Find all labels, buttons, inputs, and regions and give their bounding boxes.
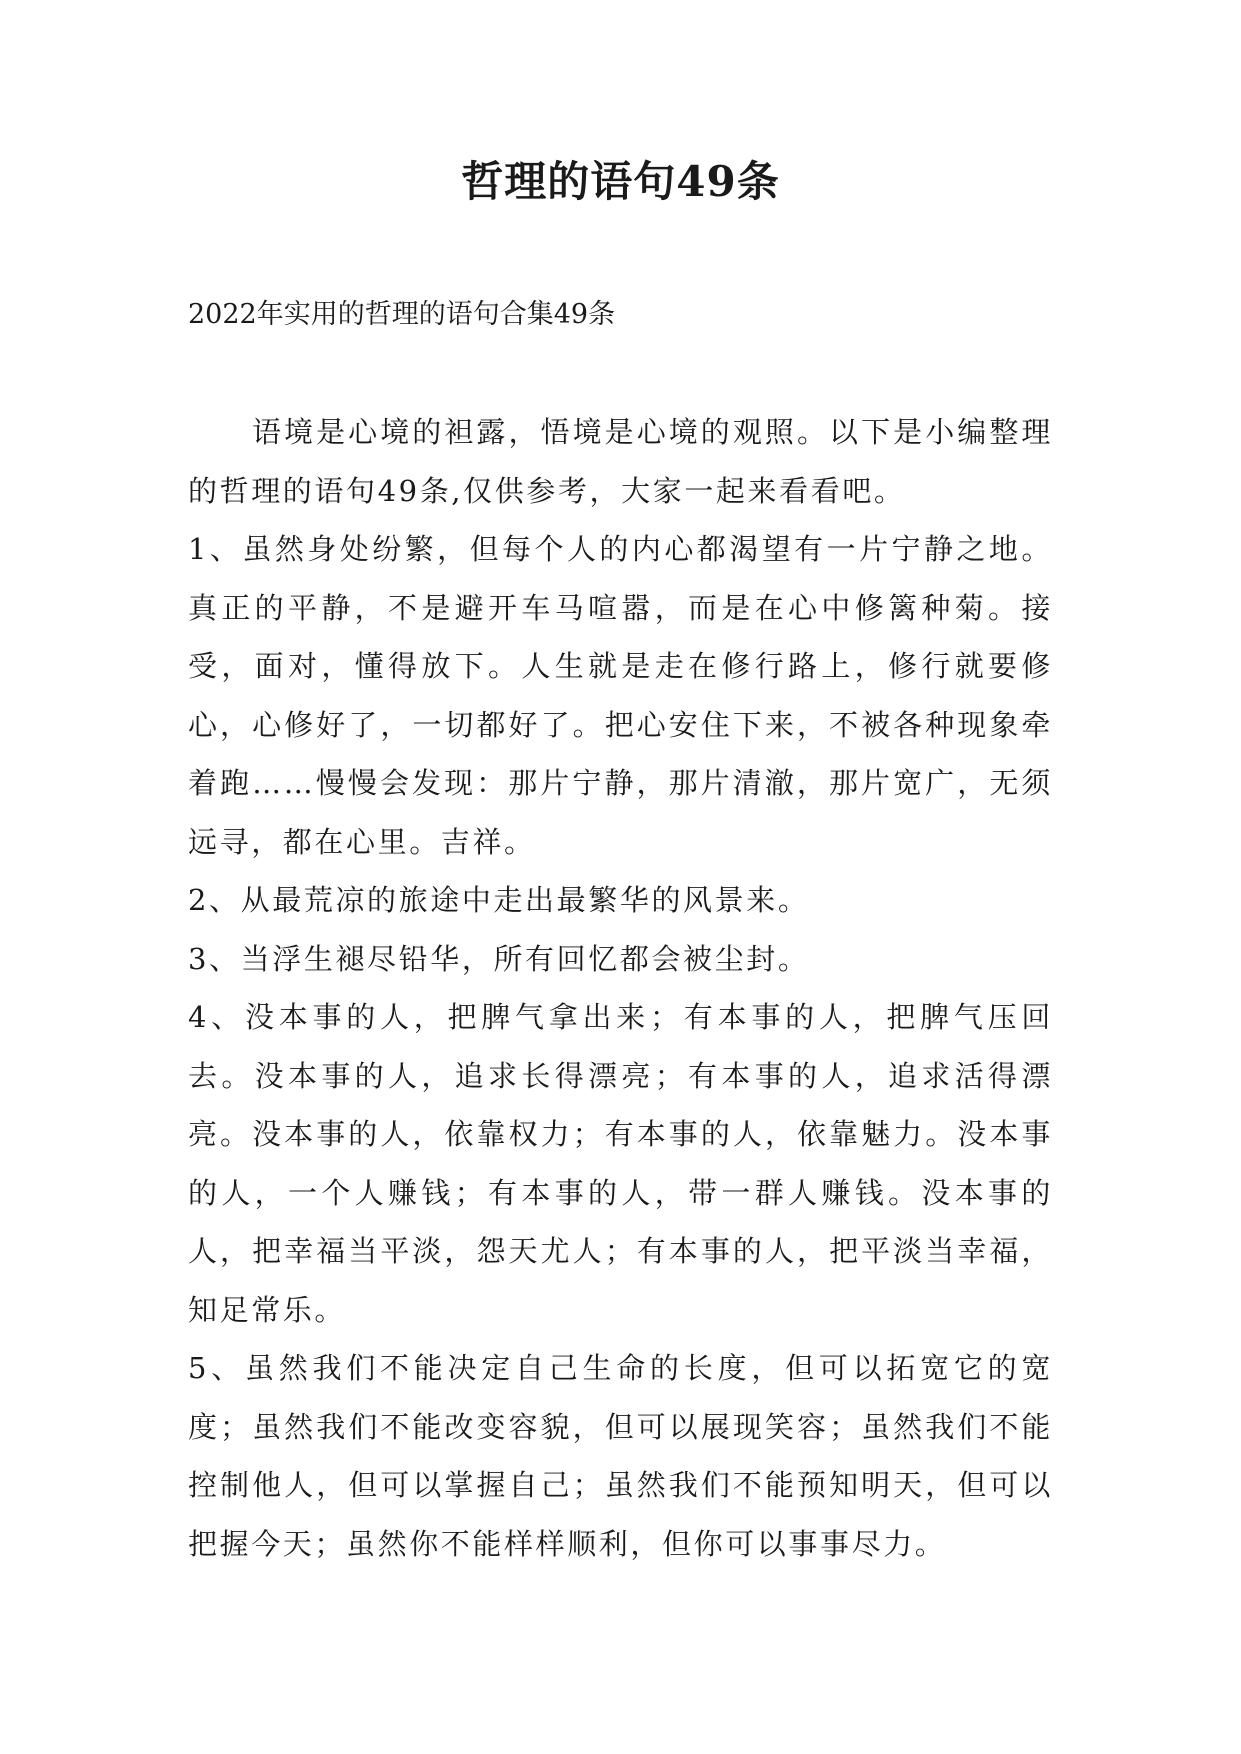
document-body [188, 403, 1053, 1573]
list-item: 2、从最荒凉的旅途中走出最繁华的风景来。 [188, 883, 810, 917]
list-item: 5、虽然我们不能决定自己生命的长度，但可以拓宽它的宽度；虽然我们不能改变容貌，但可以展现笑容；虽然我们不能控制他人，但可以掌握自己；虽然我们不能预知明天，但可以把握今天；虽然你不能样样顺利，但你可以事事尽力。 [188, 1351, 1053, 1561]
intro-paragraph: 语境是心境的袒露，悟境是心境的观照。以下是小编整理的哲理的语句49条,仅供参考，大家一起来看看吧。 [188, 415, 1053, 508]
page-title: 哲理的语句49条 [461, 157, 780, 206]
list-item: 4、没本事的人，把脾气拿出来；有本事的人，把脾气压回去。没本事的人，追求长得漂亮；有本事的人，追求活得漂亮。没本事的人，依靠权力；有本事的人，依靠魅力。没本事的人，一个人赚钱；有本事的人，带一群人赚钱。没本事的人，把幸福当平淡，怨天尤人；有本事的人，把平淡当幸福，知足常乐。 [188, 1000, 1053, 1327]
list-item: 1、虽然身处纷繁，但每个人的内心都渴望有一片宁静之地。真正的平静，不是避开车马喧嚣，而是在心中修篱种菊。接受，面对，懂得放下。人生就是走在修行路上，修行就要修心，心修好了，一切都好了。把心安住下来，不被各种现象牵着跑……慢慢会发现：那片宁静，那片清澈，那片宽广，无须远寻，都在心里。吉祥。 [188, 532, 1053, 859]
list-item: 3、当浮生褪尽铅华，所有回忆都会被尘封。 [188, 941, 810, 976]
document-subtitle: 2022年实用的哲理的语句合集49条 [188, 299, 616, 330]
